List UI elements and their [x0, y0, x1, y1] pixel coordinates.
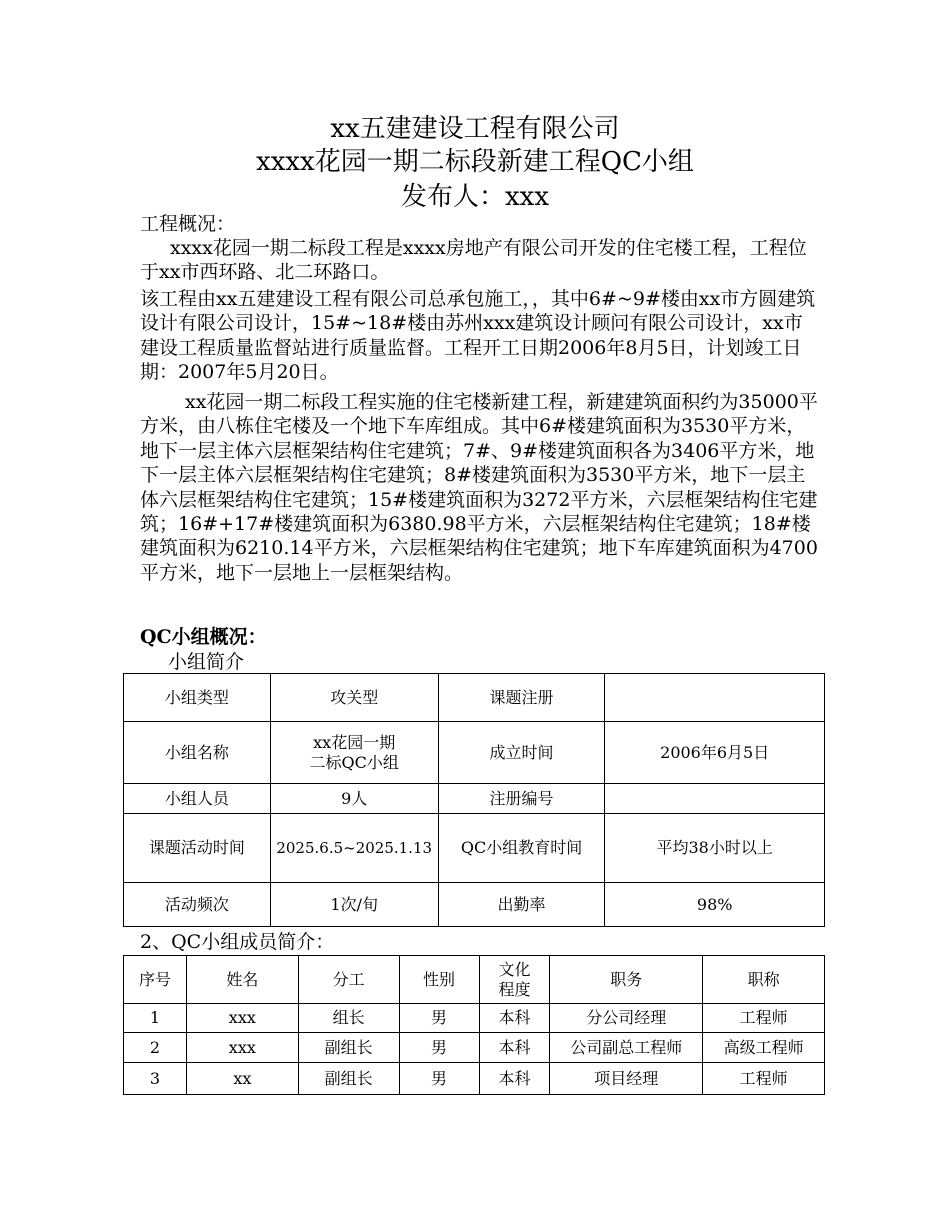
- education-header-line-1: 文化: [498, 959, 531, 979]
- table-row: [124, 883, 825, 927]
- header-cell: 序号: [124, 956, 187, 1004]
- table-cell: 副组长: [298, 1063, 399, 1095]
- education-header-line-2: 程度: [498, 979, 531, 999]
- table-row: [124, 1033, 825, 1063]
- table-cell: 2006年6月5日: [605, 722, 825, 784]
- table-cell: 出勤率: [438, 883, 605, 927]
- table-cell: 高级工程师: [703, 1033, 825, 1063]
- table-row: [124, 722, 825, 784]
- qc-intro-label: 小组简介: [168, 651, 245, 673]
- table-cell: 1: [124, 1004, 187, 1033]
- table-cell: 本科: [479, 1004, 550, 1033]
- header-cell: 职称: [703, 956, 825, 1004]
- table-cell: 男: [399, 1033, 479, 1063]
- table-row: [124, 814, 825, 883]
- table-cell: 组长: [298, 1004, 399, 1033]
- company-title: xx五建建设工程有限公司: [330, 114, 620, 144]
- header-cell: 姓名: [186, 956, 298, 1004]
- table-cell: QC小组教育时间: [438, 814, 605, 883]
- overview-paragraph-2: 该工程由xx五建建设工程有限公司总承包施工，，其中6#~9#楼由xx市方圆建筑设计有限公司设计，15#~18#楼由苏州xxx建筑设计顾问有限公司设计，xx市建设工程质量监督站进行质量监督。工程开工日期2006年8月5日，计划竣工日期：2007年5月20日。: [140, 288, 816, 384]
- table-cell: 本科: [479, 1033, 550, 1063]
- table-cell: 小组名称: [124, 722, 271, 784]
- overview-heading: 工程概况：: [140, 213, 236, 235]
- table-cell: 9人: [270, 784, 438, 814]
- table-cell: 2: [124, 1033, 187, 1063]
- group-name-line-1: xx花园一期: [313, 732, 396, 752]
- members-label: 2、QC小组成员简介：: [140, 931, 335, 953]
- header-cell: 分工: [298, 956, 399, 1004]
- table-cell: 男: [399, 1004, 479, 1033]
- table-row: [124, 674, 825, 722]
- table-cell: 攻关型: [270, 674, 438, 722]
- table-row: [124, 1063, 825, 1095]
- table-cell: 分公司经理: [550, 1004, 703, 1033]
- table-cell: 小组类型: [124, 674, 271, 722]
- project-group-title: xxxx花园一期二标段新建工程QC小组: [256, 147, 694, 177]
- table-cell: 1次/旬: [270, 883, 438, 927]
- table-cell: [605, 674, 825, 722]
- table-cell: 工程师: [703, 1063, 825, 1095]
- table-row: [124, 784, 825, 814]
- table-cell: 本科: [479, 1063, 550, 1095]
- table-cell: 平均38小时以上: [605, 814, 825, 883]
- header-cell: 性别: [399, 956, 479, 1004]
- publisher-line: 发布人：xxx: [401, 182, 549, 212]
- table-cell: [270, 722, 438, 784]
- table-cell: 工程师: [703, 1004, 825, 1033]
- table-cell: 小组人员: [124, 784, 271, 814]
- qc-intro-table: [123, 673, 825, 927]
- table-cell: 成立时间: [438, 722, 605, 784]
- overview-paragraph-3: xx花园一期二标段工程实施的住宅楼新建工程，新建建筑面积约为35000平方米，由八栋住宅楼及一个地下车库组成。其中6#楼建筑面积为3530平方米，地下一层主体六层框架结构住宅建筑；7#、9#楼建筑面积各为3406平方米，地下一层主体六层框架结构住宅建筑；8#楼建筑面积为3530平方米，地下一层主体六层框架结构住宅建筑；15#楼建筑面积为3272平方米，六层框架结构住宅建筑；16#+17#楼建筑面积为6380.98平方米，六层框架结构住宅建筑；18#楼建筑面积为6210.14平方米，六层框架结构住宅建筑；地下车库建筑面积为4700平方米，地下一层地上一层框架结构。: [140, 391, 818, 584]
- table-cell: 公司副总工程师: [550, 1033, 703, 1063]
- qc-heading: QC小组概况：: [140, 626, 267, 648]
- header-cell: [479, 956, 550, 1004]
- table-cell: 男: [399, 1063, 479, 1095]
- table-cell: 98%: [605, 883, 825, 927]
- table-cell: xx: [186, 1063, 298, 1095]
- table-cell: xxx: [186, 1004, 298, 1033]
- table-cell: xxx: [186, 1033, 298, 1063]
- table-cell: 课题注册: [438, 674, 605, 722]
- table-cell: 课题活动时间: [124, 814, 271, 883]
- members-table: [123, 955, 825, 1095]
- overview-paragraph-1: xxxx花园一期二标段工程是xxxx房地产有限公司开发的住宅楼工程，工程位于xx市西环路、北二环路口。: [140, 237, 807, 284]
- header-cell: 职务: [550, 956, 703, 1004]
- table-cell: [605, 784, 825, 814]
- table-cell: 注册编号: [438, 784, 605, 814]
- table-header-row: [124, 956, 825, 1004]
- table-cell: 副组长: [298, 1033, 399, 1063]
- group-name-line-2: 二标QC小组: [309, 752, 399, 772]
- table-cell: 项目经理: [550, 1063, 703, 1095]
- table-cell: 2025.6.5~2025.1.13: [270, 814, 438, 883]
- table-cell: 活动频次: [124, 883, 271, 927]
- table-row: [124, 1004, 825, 1033]
- table-cell: 3: [124, 1063, 187, 1095]
